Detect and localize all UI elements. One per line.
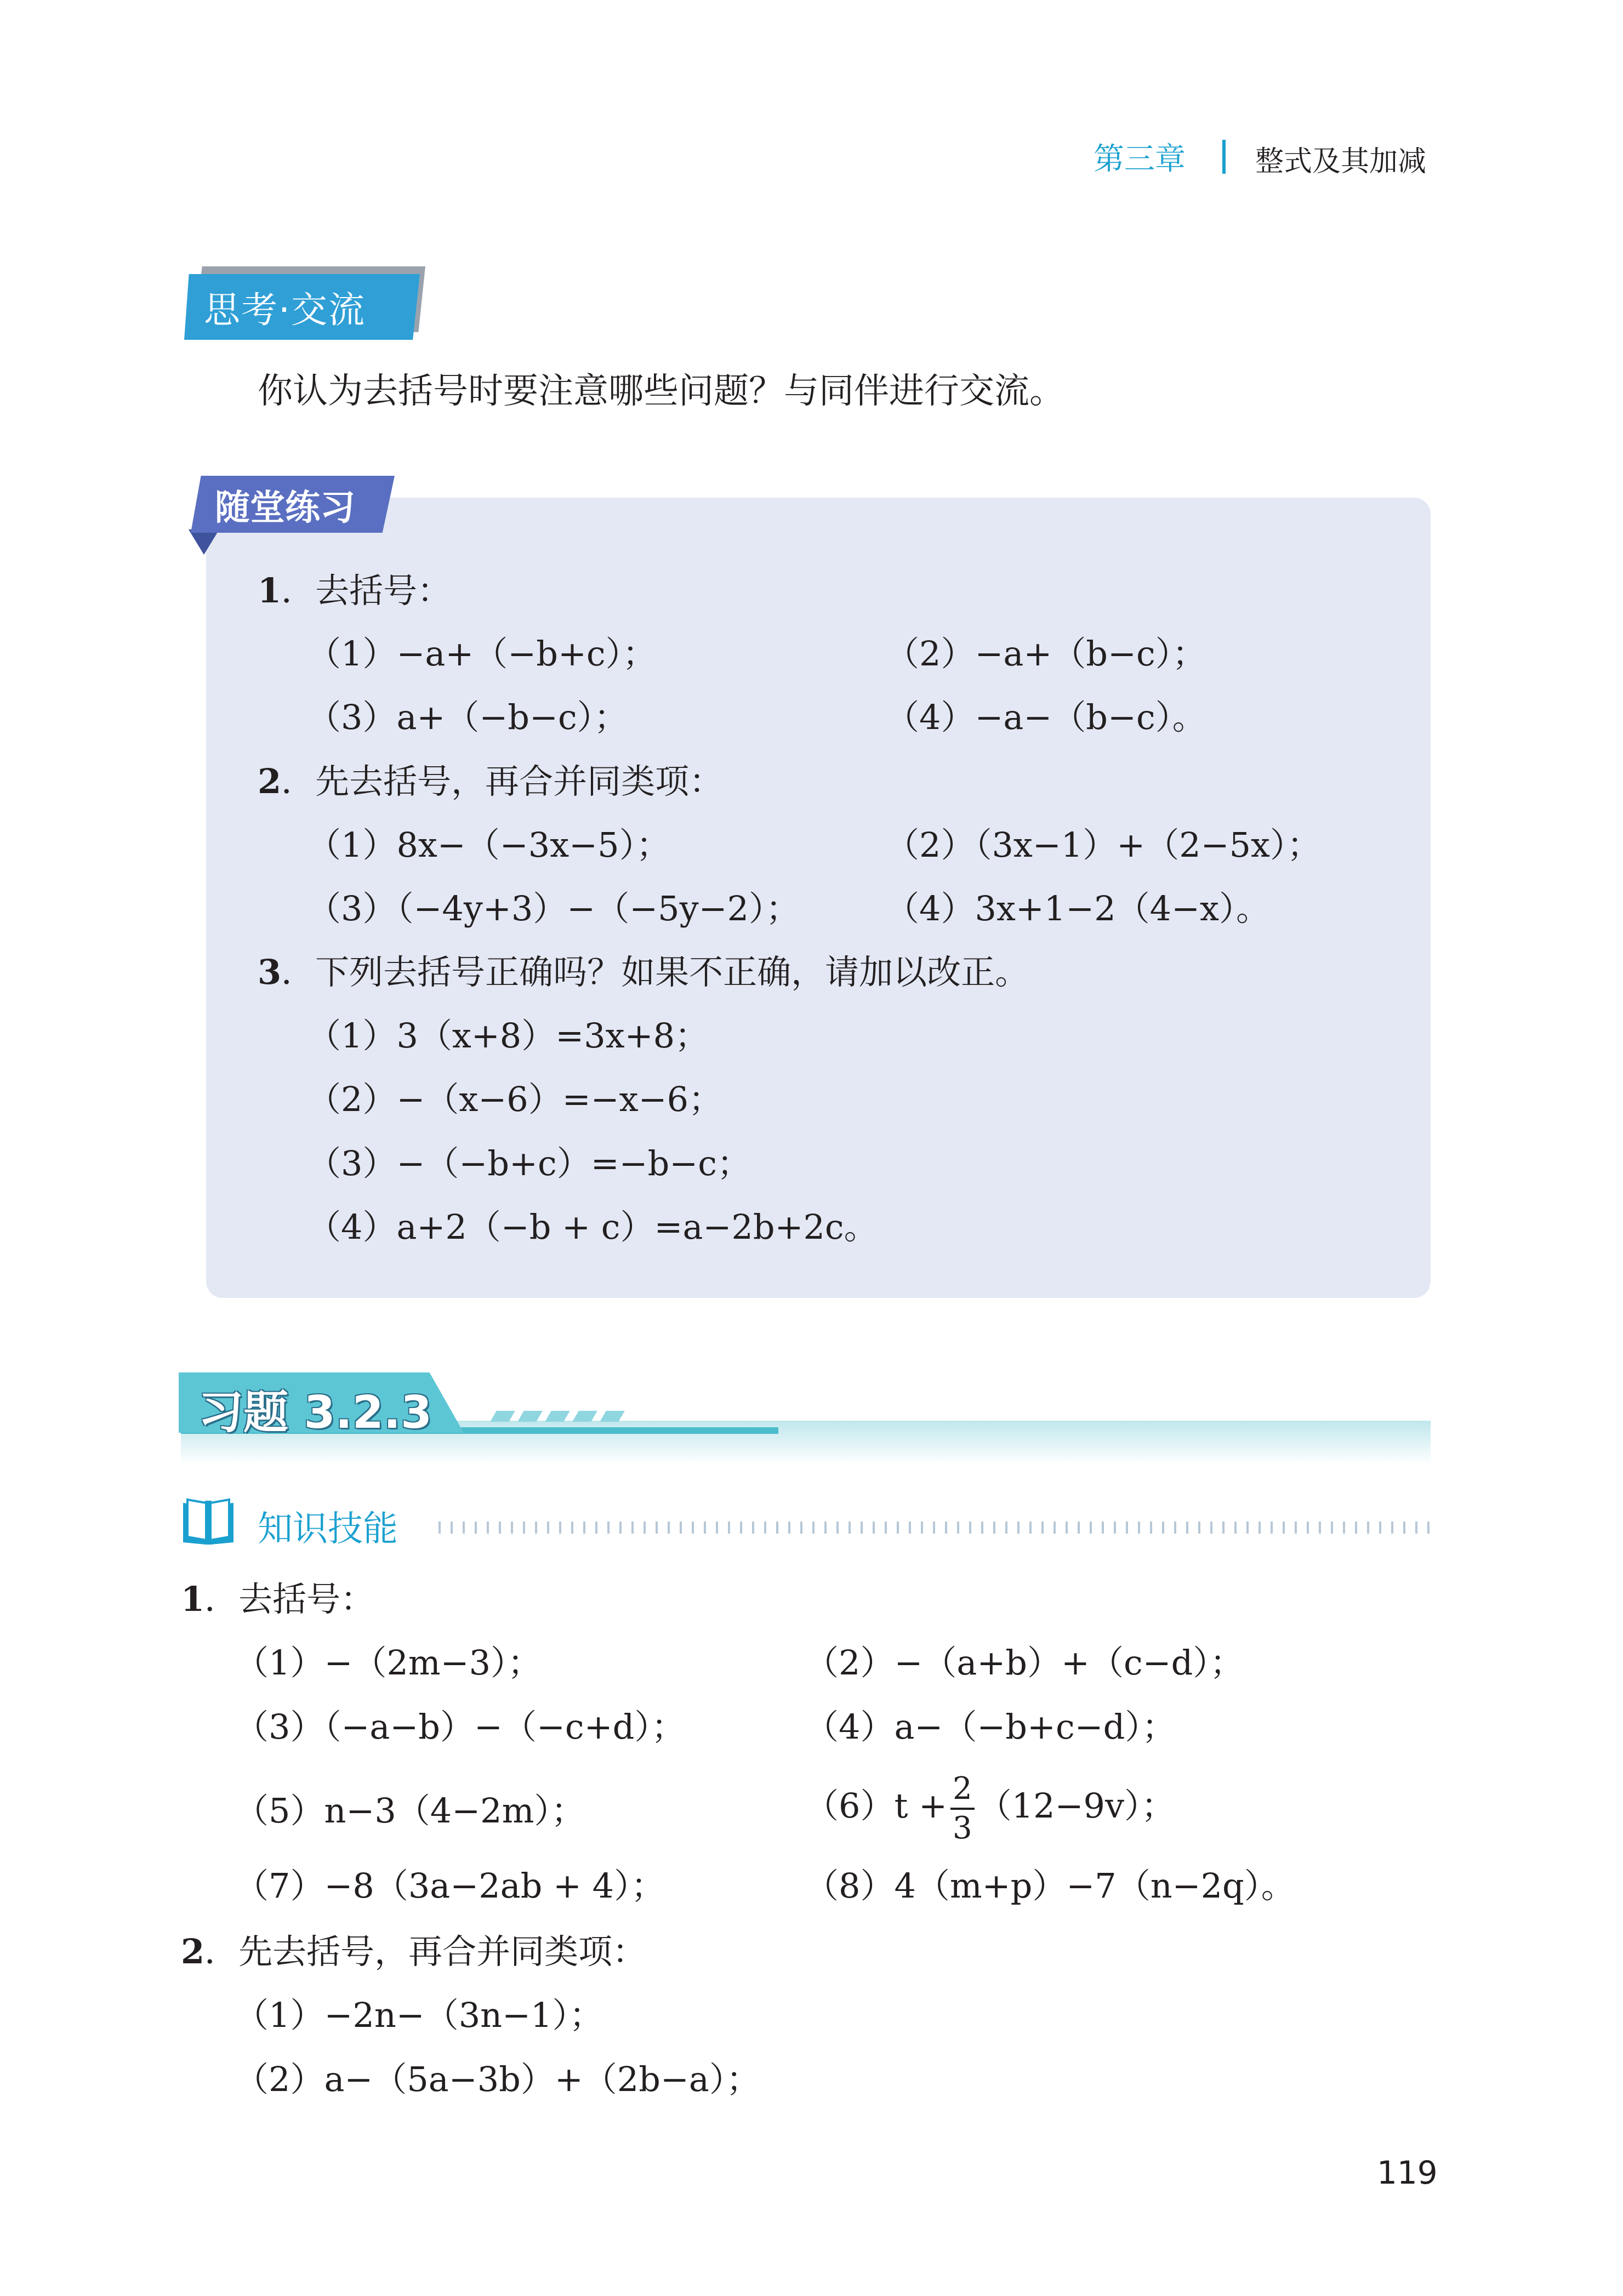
exercise-title: 习题 3.2.3	[198, 1387, 432, 1439]
exercise-q1-item: （5）n−3（4−2m）；	[235, 1791, 585, 1831]
fraction: $\frac{2}{3}$	[950, 1774, 975, 1844]
exercise-banner-dash	[545, 1411, 570, 1422]
exercise-banner-dash	[517, 1411, 543, 1422]
exercise-q1-item: （4）a−（−b+c−d）；	[805, 1707, 1176, 1747]
practice-q2-item: （2）（3x−1）+（2−5x）；	[885, 825, 1322, 865]
practice-q1-item: （1）−a+（−b+c）；	[307, 634, 657, 674]
exercise-banner-dash	[490, 1411, 515, 1422]
practice-q2-item: （3）（−4y+3）−（−5y−2）；	[307, 888, 800, 928]
practice-q1-stem: 1．去括号：	[258, 571, 452, 611]
chapter-label: 第三章	[1094, 141, 1186, 177]
header-divider	[1222, 140, 1226, 174]
practice-q3-item: （4）a+2（−b + c）=a−2b+2c。	[307, 1207, 878, 1247]
exercise-banner-dash	[600, 1411, 625, 1422]
practice-q3-item: （3）−（−b+c）=−b−c；	[307, 1143, 751, 1183]
practice-q1-item: （3）a+（−b−c）；	[307, 697, 628, 737]
open-book-icon	[181, 1495, 236, 1548]
practice-q2-stem: 2．先去括号，再合并同类项：	[258, 761, 724, 801]
section-knowledge-skills: 知识技能	[258, 1509, 398, 1549]
practice-q3-item: （1）3（x+8）=3x+8；	[307, 1016, 709, 1056]
exercise-q2-item: （2）a−（5a−3b）+（2b−a）；	[235, 2059, 760, 2099]
page-number: 119	[1377, 2154, 1438, 2191]
exercise-q1-item: （1）−（2m−3）；	[235, 1643, 542, 1683]
exercise-q1-stem: 1．去括号：	[181, 1579, 375, 1619]
chapter-title: 整式及其加减	[1255, 145, 1427, 178]
dotted-rule	[439, 1522, 1431, 1534]
exercise-q1-item6: （6）t + $\frac{2}{3}$ （12−9v）；	[805, 1771, 1175, 1846]
practice-q1-item: （4）−a−（b−c）。	[885, 697, 1206, 737]
think-question: 你认为去括号时要注意哪些问题？与同伴进行交流。	[258, 371, 1064, 412]
practice-tab-label: 随堂练习	[215, 488, 355, 528]
practice-q2-item: （1）8x−（−3x−5）；	[307, 825, 670, 865]
practice-q3-stem: 3．下列去括号正确吗？如果不正确，请加以改正。	[258, 952, 1029, 992]
practice-q3-item: （2）−（x−6）=−x−6；	[307, 1079, 723, 1119]
practice-tab-fold	[189, 529, 219, 555]
exercise-banner-dash	[572, 1411, 597, 1422]
exercise-q2-item: （1）−2n−（3n−1）；	[235, 1995, 603, 2035]
exercise-q1-item: （7）−8（3a−2ab + 4）；	[235, 1866, 665, 1906]
practice-q2-item: （4）3x+1−2（4−x）。	[885, 888, 1271, 928]
think-tag-label: 思考·交流	[204, 289, 366, 331]
exercise-q2-stem: 2．先去括号，再合并同类项：	[181, 1932, 647, 1972]
exercise-q1-item: （3）（−a−b）−（−c+d）；	[235, 1707, 686, 1747]
exercise-q1-item: （8）4（m+p）−7（n−2q）。	[805, 1866, 1295, 1906]
exercise-q1-item: （2）−（a+b）+（c−d）；	[805, 1643, 1244, 1683]
practice-q1-item: （2）−a+（b−c）；	[885, 634, 1206, 674]
